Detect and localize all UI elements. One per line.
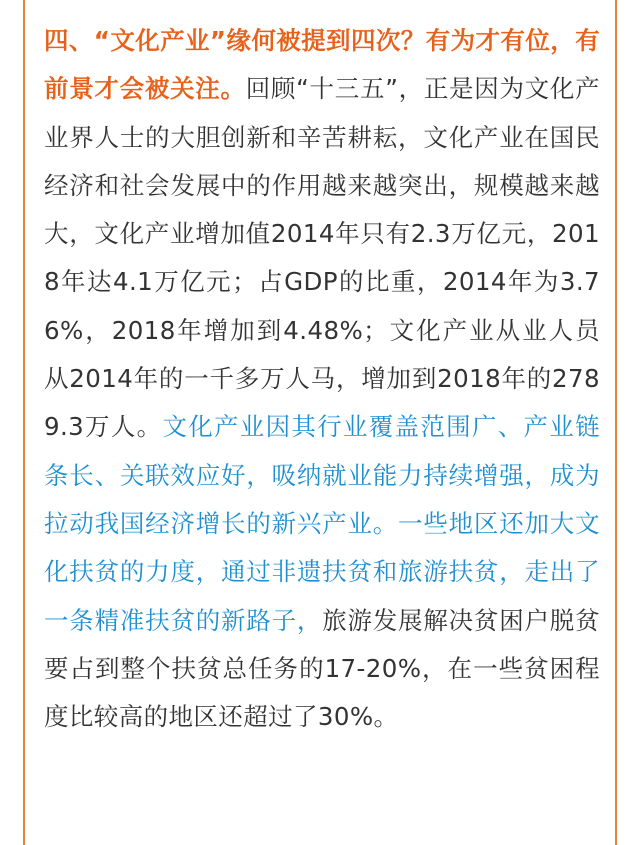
- intro-text: 回顾“十三五”，正是因为文化产业界人士的大胆创新和辛苦耕耘，文化产业在国民经济和社会发展中的作用越来越突出，规模越来越大，文化产业增加值2014年只有2.3万亿元，2018年达4.1万亿元；占GDP的比重，2014年为3.76%，2018年增加到4.48%；文化产业从业人员从2014年的一千多万人马，增加到2018年的2789.3万人。: [44, 74, 600, 442]
- conclusion-text: 旅游发展解决贫困户脱贫要占到整个扶贫总任务的17-20%，在一些贫困程度比较高的地区还超过了30%。: [44, 605, 600, 732]
- section-heading: 四、“文化产业”缘何被提到四次？有为才有位，有前景才会被关注。: [44, 26, 600, 104]
- article-paragraph: [44, 17, 600, 741]
- highlight-text: 文化产业因其行业覆盖范围广、产业链条长、关联效应好，吸纳就业能力持续增强，成为拉动我国经济增长的新兴产业。一些地区还加大文化扶贫的力度，通过非遗扶贫和旅游扶贫，走出了一条精准扶贫的新路子，: [44, 412, 600, 635]
